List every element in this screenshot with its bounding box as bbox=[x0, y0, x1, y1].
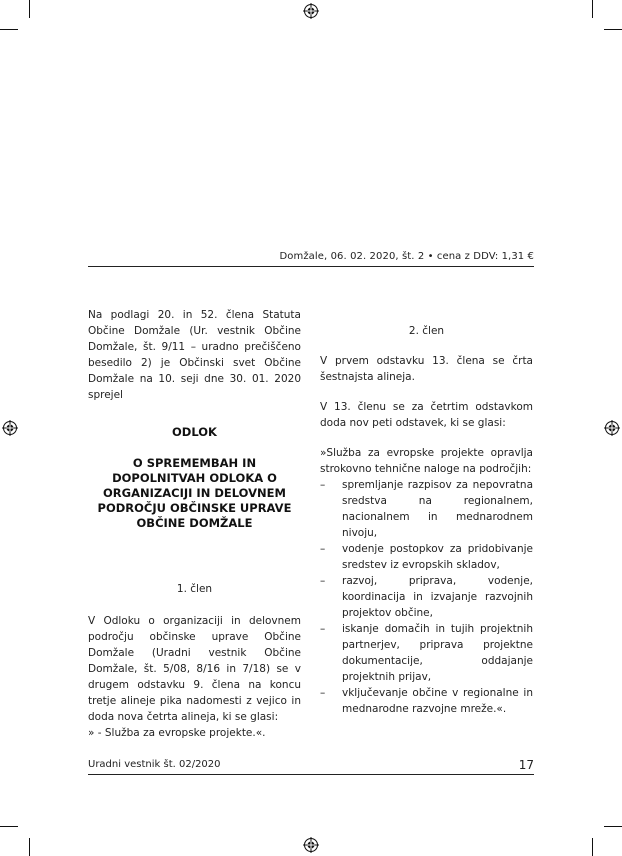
list-item: – vodenje postopkov za pridobivanje sredstev iz evropskih skladov, bbox=[320, 541, 533, 573]
article-1-body: V Odloku o organizaciji in delovnem področju občinske uprave Občine Domžale (Uradni vestnik Občine Domžale, št. 5/08, 8/16 in 7/18) se v drugem odstavku 9. člena na koncu tretje alineje pika nadomesti z vejico in doda nova četrta alineja, ki se glasi: bbox=[88, 615, 301, 723]
crop-mark bbox=[29, 0, 30, 18]
article-2-paragraph-1: V prvem odstavku 13. člena se črta šestnajsta alineja. bbox=[320, 355, 533, 383]
list-item: – iskanje domačih in tujih projektnih partnerjev, priprava projektne dokumentacije, oddajanje projektnih prijav, bbox=[320, 621, 533, 685]
registration-mark-icon bbox=[604, 420, 620, 436]
page-number: 17 bbox=[518, 758, 534, 772]
list-item: – vključevanje občine v regionalne in mednarodne razvojne mreže.«. bbox=[320, 685, 533, 717]
crop-mark bbox=[604, 826, 622, 827]
article-2-paragraph-3: »Služba za evropske projekte opravlja strokovno tehnične naloge na področjih: bbox=[320, 447, 533, 475]
list-item: – razvoj, priprava, vodenje, koordinacija in izvajanje razvojnih projektov občine, bbox=[320, 573, 533, 621]
document-subtitle: O SPREMEMBAH IN DOPOLNITVAH ODLOKA O ORGANIZACIJI IN DELOVNEM PODROČJU OBČINSKE UPRAVE OBČINE DOMŽALE bbox=[97, 456, 292, 530]
crop-mark bbox=[604, 29, 622, 30]
footer-rule bbox=[88, 774, 534, 775]
registration-mark-icon bbox=[303, 837, 319, 853]
crop-mark bbox=[592, 0, 593, 18]
crop-mark bbox=[29, 838, 30, 856]
crop-mark bbox=[592, 838, 593, 856]
tasks-list bbox=[320, 477, 533, 717]
article-2-heading: 2. člen bbox=[408, 325, 445, 337]
list-item: – spremljanje razpisov za nepovratna sredstva na regionalnem, nacionalnem in mednarodnem nivoju, bbox=[320, 477, 533, 541]
publication-info: Domžale, 06. 02. 2020, št. 2 • cena z DDV: 1,31 € bbox=[279, 251, 534, 262]
article-1-heading: 1. člen bbox=[176, 583, 213, 595]
crop-mark bbox=[0, 826, 18, 827]
registration-mark-icon bbox=[2, 420, 18, 436]
right-column bbox=[320, 307, 533, 717]
article-2-paragraph-2: V 13. členu se za četrtim odstavkom doda nov peti odstavek, ki se glasi: bbox=[320, 401, 533, 429]
header-rule bbox=[88, 266, 534, 267]
footer-publication: Uradni vestnik št. 02/2020 bbox=[88, 759, 221, 770]
crop-mark bbox=[0, 29, 18, 30]
registration-mark-icon bbox=[303, 3, 319, 19]
left-column bbox=[88, 307, 301, 741]
document-title: ODLOK bbox=[172, 425, 217, 439]
article-1-quote: » - Služba za evropske projekte.«. bbox=[88, 727, 266, 739]
intro-paragraph: Na podlagi 20. in 52. člena Statuta Občine Domžale (Ur. vestnik Občine Domžale, št. 9/11 – uradno prečiščeno besedilo 2) je Občinski svet Občine Domžale na 10. seji dne 30. 01. 2020 sprejel bbox=[88, 309, 301, 401]
